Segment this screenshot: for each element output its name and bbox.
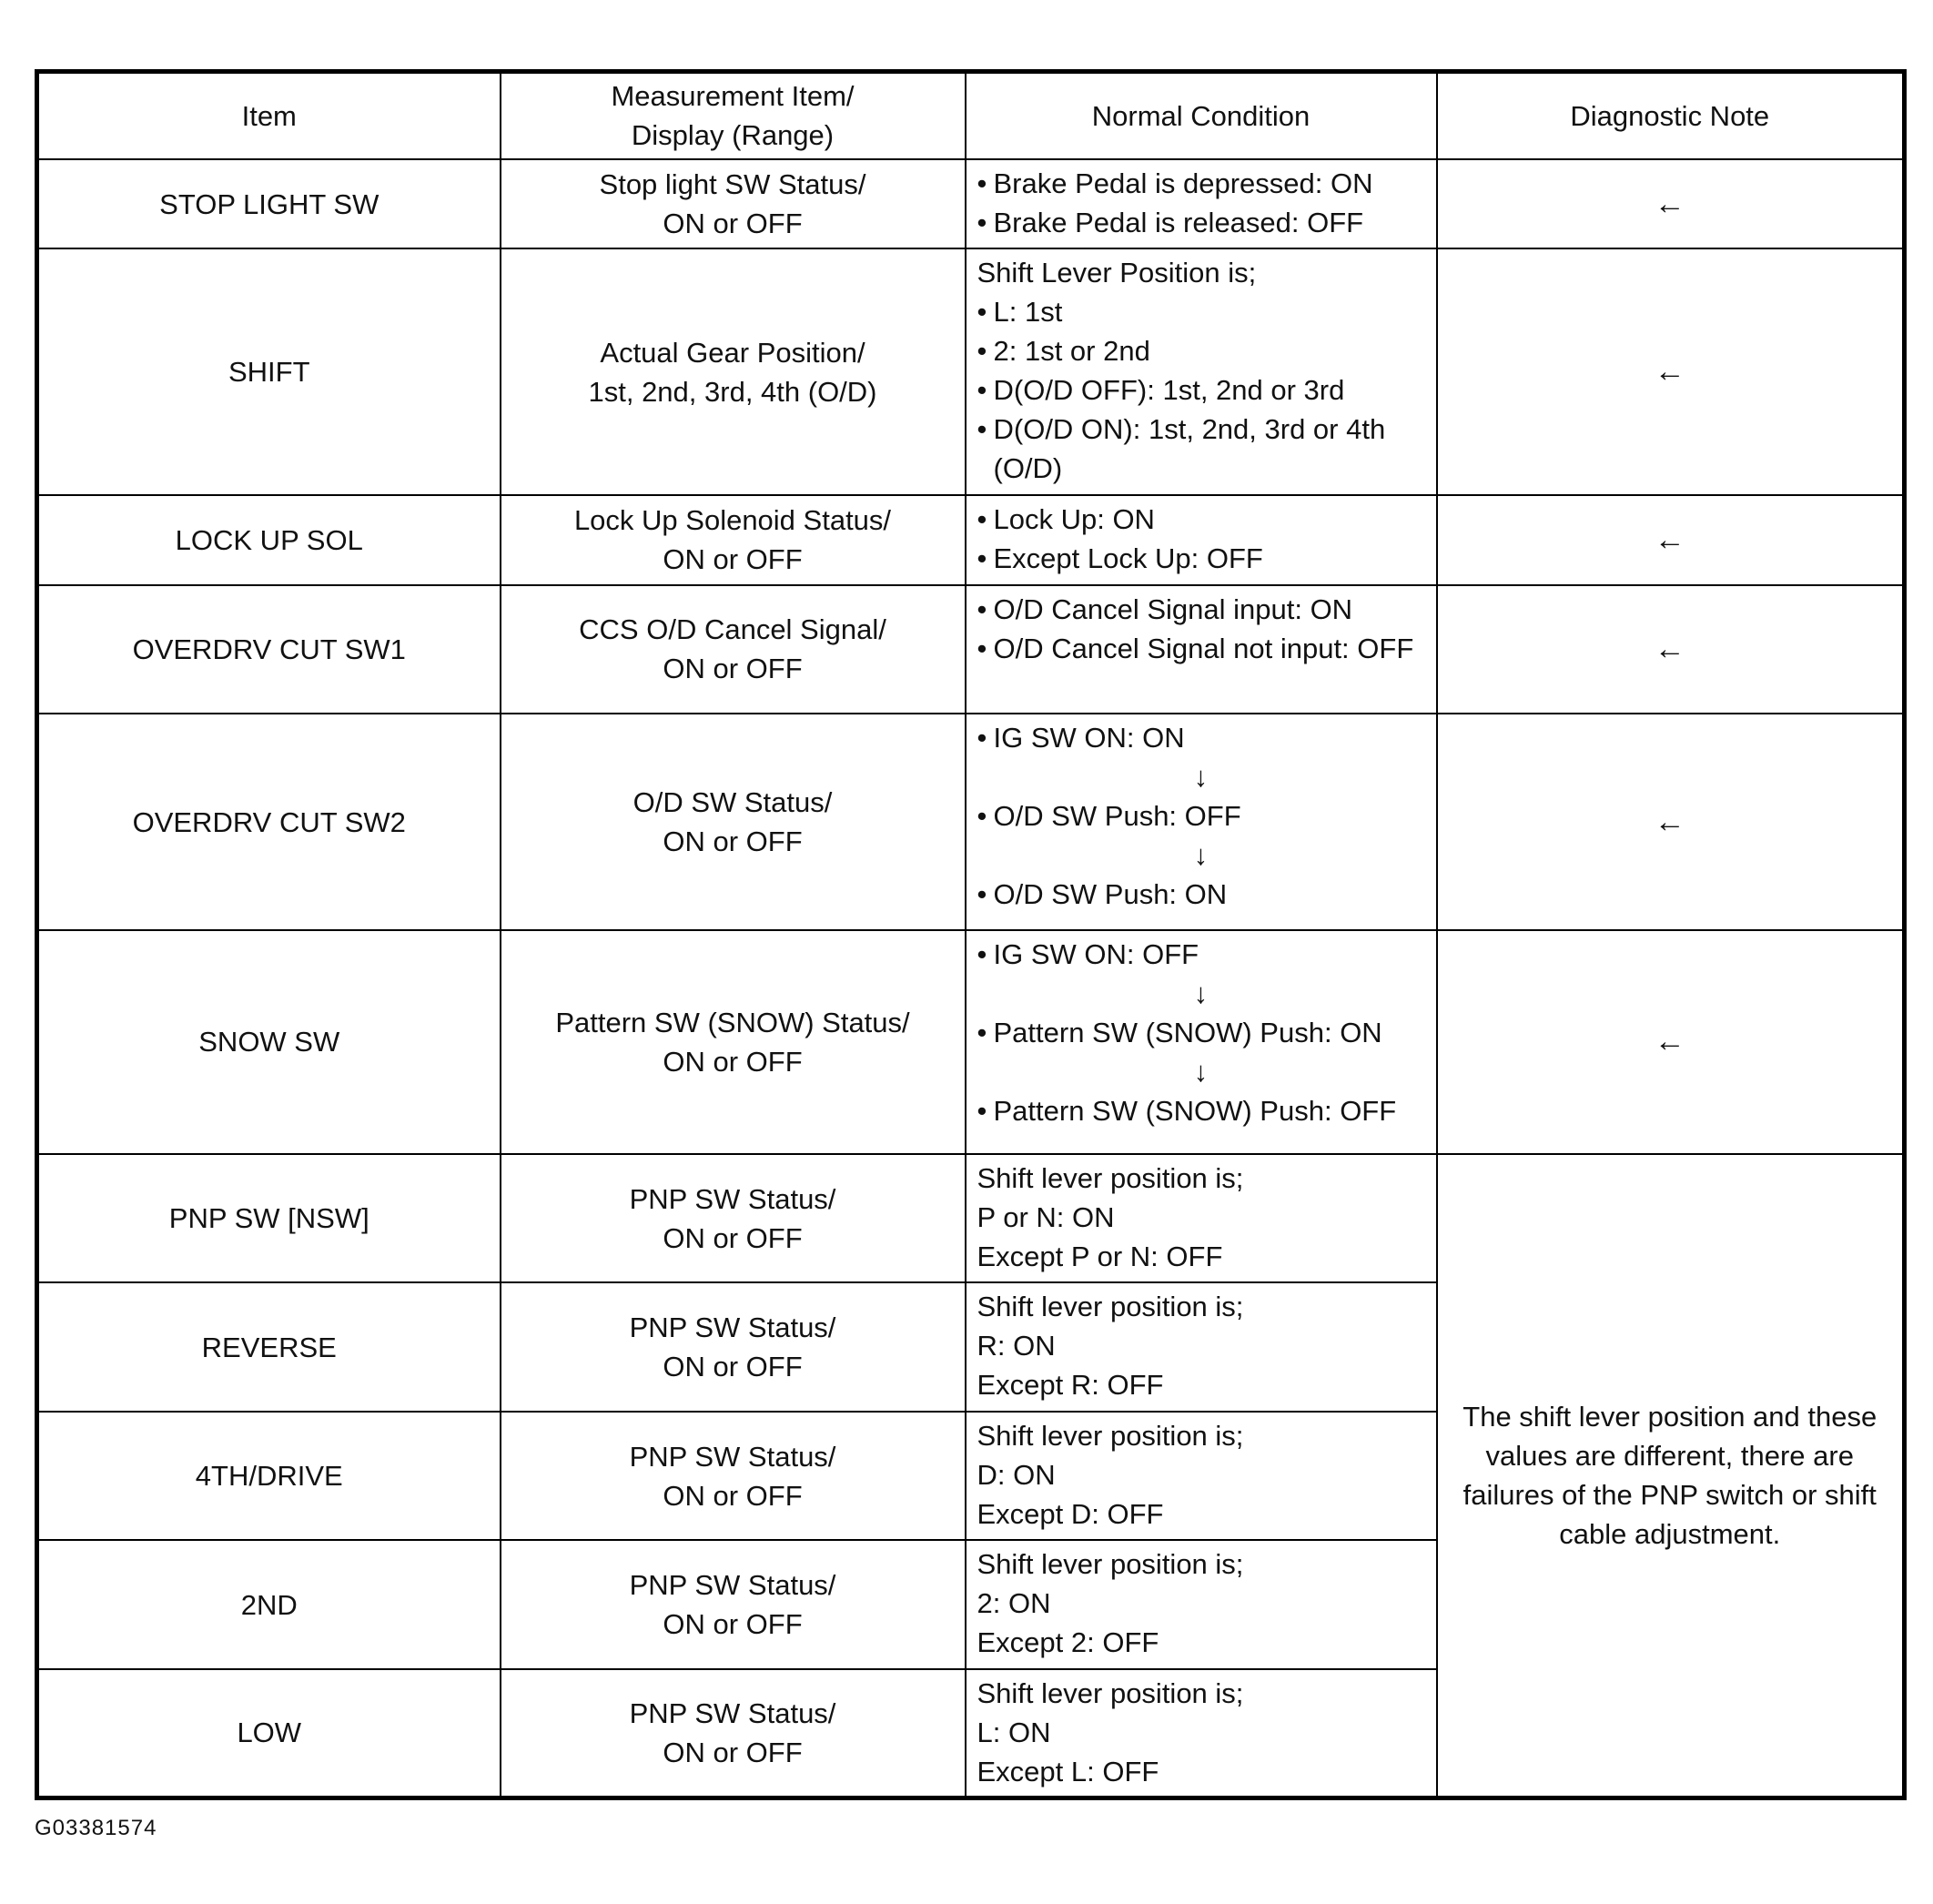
condition-cell: Shift lever position is; 2: ON Except 2: OFF <box>966 1540 1437 1669</box>
item-cell: STOP LIGHT SW <box>37 159 501 248</box>
table-row <box>37 1154 1905 1283</box>
condition-bullet: • 2: 1st or 2nd <box>977 331 1425 370</box>
measurement-cell: Pattern SW (SNOW) Status/ ON or OFF <box>501 930 966 1154</box>
item-cell: SHIFT <box>37 248 501 495</box>
left-arrow-icon: ← <box>1654 804 1685 839</box>
condition-bullet: • O/D SW Push: ON <box>977 875 1425 914</box>
note-cell <box>1437 248 1905 495</box>
header-row <box>37 72 1905 159</box>
condition-cell <box>966 585 1437 714</box>
item-cell: OVERDRV CUT SW2 <box>37 714 501 930</box>
note-cell <box>1437 930 1905 1154</box>
diagnostic-table <box>35 69 1907 1800</box>
shared-note-cell <box>1437 1154 1905 1798</box>
condition-intro: Shift Lever Position is; <box>977 257 1257 289</box>
condition-bullet: • Except Lock Up: OFF <box>977 539 1425 578</box>
condition-bullet: • IG SW ON: OFF <box>977 935 1425 974</box>
item-cell: OVERDRV CUT SW1 <box>37 585 501 714</box>
left-arrow-icon: ← <box>1654 522 1685 557</box>
measurement-cell: PNP SW Status/ ON or OFF <box>501 1282 966 1412</box>
down-arrow-icon: ↓ <box>1193 977 1209 1009</box>
table-row <box>37 585 1905 714</box>
item-cell: PNP SW [NSW] <box>37 1154 501 1283</box>
condition-cell: Shift lever position is; L: ON Except L: OFF <box>966 1669 1437 1798</box>
condition-cell: Shift lever position is; P or N: ON Except P or N: OFF <box>966 1154 1437 1283</box>
measurement-cell: PNP SW Status/ ON or OFF <box>501 1154 966 1283</box>
note-cell <box>1437 495 1905 584</box>
condition-cell <box>966 159 1437 248</box>
measurement-cell: O/D SW Status/ ON or OFF <box>501 714 966 930</box>
measurement-cell: PNP SW Status/ ON or OFF <box>501 1669 966 1798</box>
item-cell: 4TH/DRIVE <box>37 1412 501 1541</box>
condition-cell <box>966 495 1437 584</box>
left-arrow-icon: ← <box>1654 631 1685 666</box>
condition-cell <box>966 248 1437 495</box>
header-item: Item <box>37 72 501 159</box>
left-arrow-icon: ← <box>1654 186 1685 221</box>
measurement-cell: Lock Up Solenoid Status/ ON or OFF <box>501 495 966 584</box>
item-cell: SNOW SW <box>37 930 501 1154</box>
condition-cell <box>966 930 1437 1154</box>
condition-bullet: • O/D Cancel Signal not input: OFF <box>977 629 1425 668</box>
diagnostic-note-text: The shift lever position and these values are different, there are failures of the PNP switch or shift cable adjustment. <box>1462 1400 1877 1550</box>
table-row <box>37 248 1905 495</box>
item-cell: LOW <box>37 1669 501 1798</box>
measurement-cell: CCS O/D Cancel Signal/ ON or OFF <box>501 585 966 714</box>
table-row <box>37 495 1905 584</box>
down-arrow-icon: ↓ <box>1193 839 1209 872</box>
measurement-cell: Stop light SW Status/ ON or OFF <box>501 159 966 248</box>
condition-cell: Shift lever position is; R: ON Except R: OFF <box>966 1282 1437 1412</box>
left-arrow-icon: ← <box>1654 354 1685 390</box>
item-cell: 2ND <box>37 1540 501 1669</box>
table-row <box>37 714 1905 930</box>
header-normal-condition: Normal Condition <box>966 72 1437 159</box>
condition-bullet: • Lock Up: ON <box>977 500 1425 539</box>
item-cell: LOCK UP SOL <box>37 495 501 584</box>
measurement-cell: PNP SW Status/ ON or OFF <box>501 1412 966 1541</box>
condition-bullet: • L: 1st <box>977 292 1425 331</box>
condition-bullet: • IG SW ON: ON <box>977 718 1425 757</box>
condition-bullet: • Brake Pedal is released: OFF <box>977 203 1425 242</box>
condition-cell <box>966 714 1437 930</box>
note-cell <box>1437 714 1905 930</box>
header-measurement: Measurement Item/ Display (Range) <box>501 72 966 159</box>
condition-bullet: • Pattern SW (SNOW) Push: ON <box>977 1013 1425 1052</box>
condition-bullet: • D(O/D ON): 1st, 2nd, 3rd or 4th (O/D) <box>977 410 1425 488</box>
note-cell <box>1437 585 1905 714</box>
condition-bullet: • O/D Cancel Signal input: ON <box>977 590 1425 629</box>
condition-cell: Shift lever position is; D: ON Except D: OFF <box>966 1412 1437 1541</box>
note-cell <box>1437 159 1905 248</box>
left-arrow-icon: ← <box>1654 1024 1685 1059</box>
condition-bullet: • Pattern SW (SNOW) Push: OFF <box>977 1091 1425 1130</box>
figure-id: G03381574 <box>35 1816 157 1840</box>
header-diagnostic-note: Diagnostic Note <box>1437 72 1905 159</box>
condition-bullet: • Brake Pedal is depressed: ON <box>977 164 1425 203</box>
condition-bullet: • O/D SW Push: OFF <box>977 796 1425 836</box>
down-arrow-icon: ↓ <box>1193 761 1209 794</box>
table-row <box>37 930 1905 1154</box>
condition-bullet: • D(O/D OFF): 1st, 2nd or 3rd <box>977 370 1425 410</box>
table-row <box>37 159 1905 248</box>
measurement-cell: PNP SW Status/ ON or OFF <box>501 1540 966 1669</box>
down-arrow-icon: ↓ <box>1193 1055 1209 1088</box>
item-cell: REVERSE <box>37 1282 501 1412</box>
measurement-cell: Actual Gear Position/ 1st, 2nd, 3rd, 4th (O/D) <box>501 248 966 495</box>
